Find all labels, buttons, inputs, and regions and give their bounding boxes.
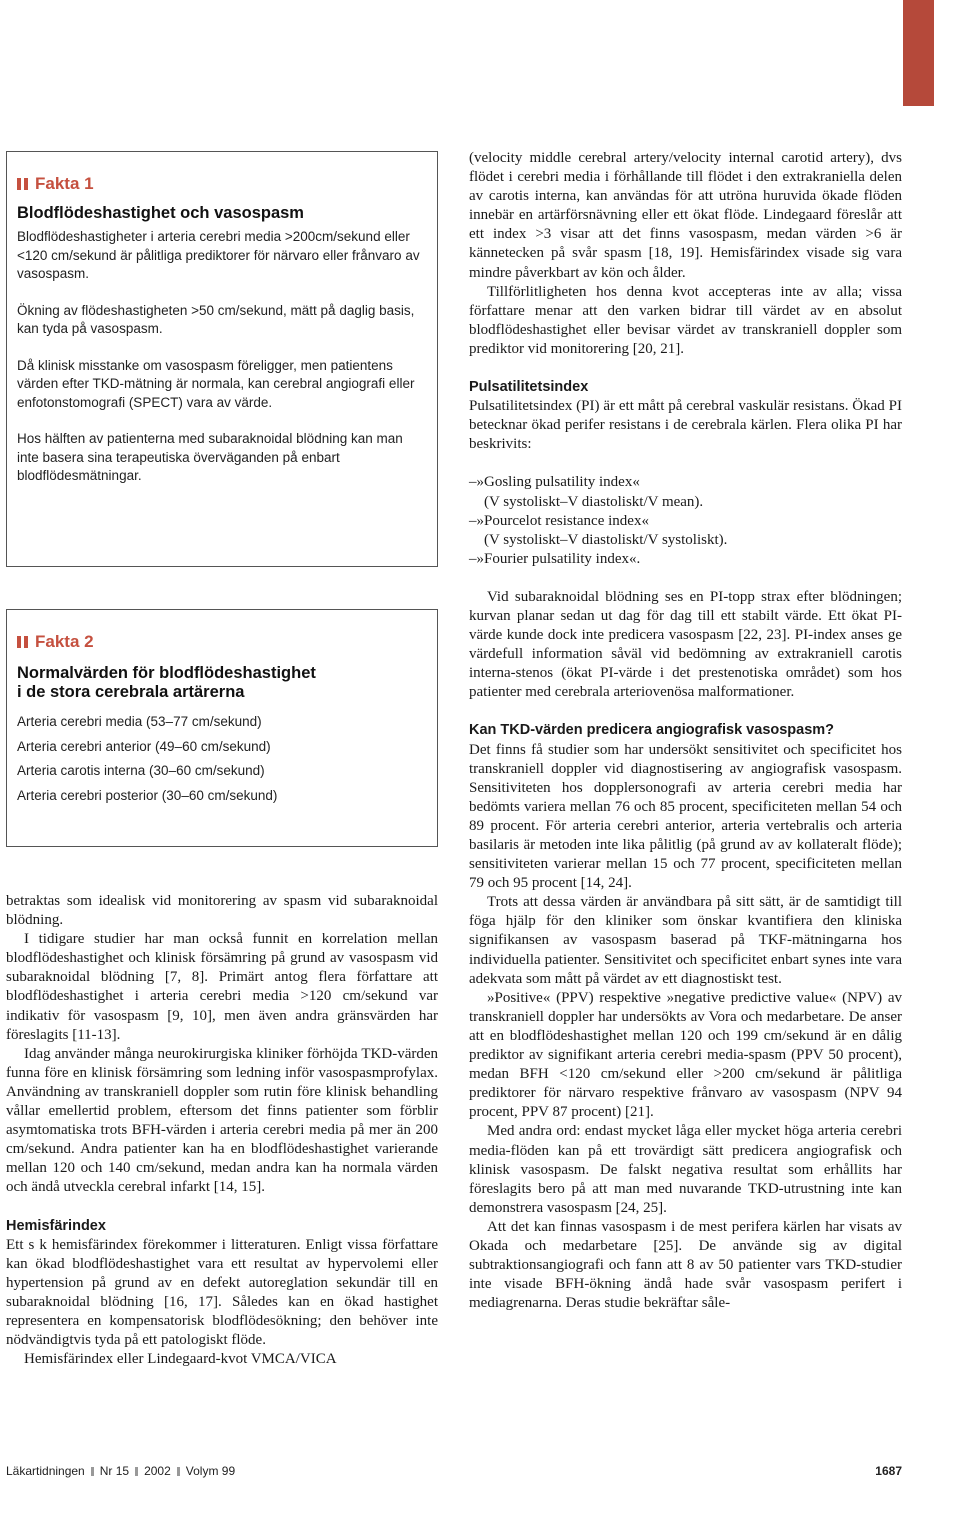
list-item: –»Pourcelot resistance index« — [469, 512, 649, 529]
red-accent-tab — [903, 0, 934, 106]
journal-name: Läkartidningen — [6, 1464, 85, 1478]
separator-icon — [135, 1467, 138, 1476]
body-paragraph: Vid subaraknoidal blödning ses en PI-topp strax efter blödningen; kurvan planar sedan ut dag för dag till ett stabilt värde. Ett ökat PI-värde kunde dock inte predicera vasospasm [22, 23]. PI-index anses ge värdefull information såväl vid bedömning av extrakraniell carotis interna-stenos (ökat PI-värde i det prestenotiska området) som hos patienter med cerebrala arteriovenösa malformationer. — [469, 588, 902, 701]
separator-icon — [91, 1467, 94, 1476]
fact-box-1-title: Blodflödeshastighet och vasospasm — [17, 204, 304, 222]
fact-box-2-title — [17, 664, 427, 702]
journal-info — [6, 1464, 235, 1478]
fact-box-2-title-line: i de stora cerebrala artärerna — [17, 683, 245, 701]
body-paragraph: Ett s k hemisfärindex förekommer i litteraturen. Enligt vissa författare kan ökad blodflödeshastighet vara ett resultat av hypervolemi eller hypertension på grund av en defekt autoreglation sekundär till en subaraknoidal blödning [16, 17]. Således kan en ökad hastighet representera en kompensatorisk blodflödesökning; den behöver inte nödvändigtvis tyda på ett patologiskt flöde. — [6, 1236, 438, 1349]
separator-icon — [177, 1467, 180, 1476]
list-item: –»Gosling pulsatility index« — [469, 474, 640, 491]
list-item: Arteria cerebri posterior (30–60 cm/sekund) — [17, 787, 278, 803]
body-paragraph: Med andra ord: endast mycket låga eller mycket höga arteria cerebri media-flöden kan på ett trovärdigt sätt predicera angiografisk och klinisk vasospasm. De falskt negativa resultat som erhållits har föreslagits bero på att man med nuvarande TKD-utrustning inte kan demonstrera vasospasm [24, 25]. — [469, 1123, 902, 1216]
section-heading-pulsatilitetsindex: Pulsatilitetsindex — [469, 379, 589, 396]
fact-paragraph: Blodflödeshastigheter i arteria cerebri media >200cm/sekund eller <120 cm/sekund är pålitliga prediktorer för närvaro eller frånvaro av vasospasm. — [17, 229, 420, 281]
fact-paragraph: Ökning av flödeshastigheten >50 cm/sekund, mätt på daglig basis, kan tyda på vasospasm. — [17, 302, 415, 336]
list-item: Arteria carotis interna (30–60 cm/sekund) — [17, 763, 265, 778]
pi-index-list — [469, 473, 902, 568]
fact-box-1 — [6, 151, 438, 567]
body-paragraph: I tidigare studier har man också funnit en korrelation mellan blodflödeshastighet och klinisk försämring på grund av vasospasm vid subaraknoidal blödning [7, 8]. Primärt antog flera författare att blodflödeshastighet i arteria cerebri media >120 cm/sekund var indikativ för vasospasm [9, 10], men även andra gränsvärden har föreslagits [11-13]. — [6, 931, 438, 1043]
body-paragraph: Att det kan finnas vasospasm i de mest perifera kärlen har visats av Okada och medarbetare [25]. De använde sig av digital subtraktionsangiografi och fann att 8 av 50 patienter vars TKD-studier inte visade BFH-ökning ändå hade svår vasospasm perifert i mediagrenarna. Deras studie bekräftar såle- — [469, 1218, 902, 1312]
fact-box-2-title-line: Normalvärden för blodflödeshastighet — [17, 664, 316, 682]
normal-values-list — [17, 710, 427, 808]
list-item: (V systoliskt–V diastoliskt/V mean). — [484, 493, 704, 510]
body-paragraph: Hemisfärindex eller Lindegaard-kvot VMCA/VICA — [24, 1351, 337, 1368]
body-paragraph: Tillförlitligheten hos denna kvot accepteras inte av alla; vissa författare menar att den varken bidrar till värdet av en absolut blodflödeshastighet eller bevisar värdet av transkraniell doppler som prediktor vid monitorering [20, 21]. — [469, 283, 902, 357]
body-paragraph: »Positive« (PPV) respektive »negative predictive value« (NPV) av transkraniell doppler har undersökts av Vora och medarbetare. De anser att en blodflödeshastighet mellan 120 och 199 cm/sekund är en dålig prediktor av signifikant arteria cerebri media-spasm (PPV 50 procent), medan BFH <120 cm/sekund eller >200 cm/sekund är pålitliga prediktorer för närvaro respektive frånvaro av vasospasm (NPV 94 procent, PPV 87 procent) [21]. — [469, 989, 902, 1121]
list-item: (V systoliskt–V diastoliskt/V systoliskt). — [484, 531, 728, 548]
list-item: Arteria cerebri media (53–77 cm/sekund) — [17, 714, 262, 729]
fact-paragraph: Hos hälften av patienterna med subaraknoidal blödning kan man inte basera sina terapeutiska överväganden på enbart blodflödesmätningar. — [17, 431, 403, 483]
right-body-column — [469, 149, 902, 1313]
fact-marker-icon — [24, 636, 28, 648]
fact-marker-icon — [24, 178, 28, 190]
body-paragraph: Det finns få studier som har undersökt sensitivitet och specificitet hos transkraniell doppler vid diagnostisering av angiografisk vasospasm. Sensitiviteten hos dopplersonografi av arteria cerebri media har bedömts variera mellan 76 och 85 procent, specificiteten mellan 54 och 89 procent. För arteria cerebri anterior, arteria vertebralis och arteria basilaris är metoden inte lika pålitlig (på grund av av kollateralt flöde); sensitiviteten varierar mellan 15 och 77 procent, specificiteten mellan 79 och 95 procent [14, 24]. — [469, 741, 902, 892]
left-body-column — [6, 892, 438, 1369]
fact-box-1-label-text: Fakta 1 — [35, 174, 94, 193]
fact-box-1-label — [17, 174, 427, 194]
fact-paragraph: Då klinisk misstanke om vasospasm föreligger, men patientens värden efter TKD-mätning är normala, kan cerebral angiografi eller enfotonstomografi (SPECT) vara av värde. — [17, 357, 415, 410]
body-paragraph: (velocity middle cerebral artery/velocity internal carotid artery), dvs flödet i cerebri media i förhållande till flödet i den extrakraniella delen av carotis interna, kan användas för att utröna huruvida ökade flöden innebär en artärförsnävning eller ett ökat flöde. Lindegaard föreslår att ett index >3 visar att det finns vasospasm, medan värden >6 är kännetecken på svår spasm [18, 19]. Hemisfärindex visade sig vara mindre påverkbart av kön och ålder. — [469, 150, 902, 281]
fact-box-2-label-text: Fakta 2 — [35, 632, 94, 651]
issue-number: Nr 15 — [99, 1464, 130, 1478]
fact-marker-icon — [17, 178, 21, 190]
fact-marker-icon — [17, 636, 21, 648]
body-paragraph: Idag använder många neurokirurgiska kliniker förhöjda TKD-värden funna före en klinisk försämring som ledning inför vasospasmprofylax. Användning av transkraniell doppler som rutin före klinisk behandling vållar emellertid problem, eftersom det finns patienter som förblir asymtomatiska trots BFH-värden i arteria cerebri media på mer än 200 cm/sekund. Andra patienter kan ha en blodflödeshastighet varierande mellan 120 och 140 cm/sekund, medan andra kan ha normala värden och ändå utveckla cerebral infarkt [14, 15]. — [6, 1045, 438, 1196]
volume-number: Volym 99 — [185, 1464, 236, 1478]
section-heading-tkd: Kan TKD-värden predicera angiografisk vasospasm? — [469, 722, 835, 739]
body-paragraph: Trots att dessa värden är användbara på sitt sätt, är de samtidigt till föga hjälp för den kliniker som önskar kvantifiera den kliniska signifikansen av vasospasm baserad på TKF-mätningarna hos individuella patienter. Sensitivitet och specificitet enbart synes inte vara adekvata som mått på värdet av ett diagnostiskt test. — [469, 894, 902, 987]
section-heading-hemisfarindex: Hemisfärindex — [6, 1217, 106, 1234]
list-item: Arteria cerebri anterior (49–60 cm/sekund) — [17, 738, 271, 754]
fact-box-2 — [6, 609, 438, 847]
issue-year: 2002 — [144, 1464, 171, 1478]
page-number: 1687 — [875, 1464, 902, 1478]
list-item: –»Fourier pulsatility index«. — [469, 550, 641, 567]
body-paragraph: Pulsatilitetsindex (PI) är ett mått på cerebral vaskulär resistans. Ökad PI betecknar ökad perifer resistans i de cerebrala kärlen. Flera olika PI har beskrivits: — [469, 398, 902, 453]
body-paragraph: betraktas som idealisk vid monitorering av spasm vid subaraknoidal blödning. — [6, 893, 438, 929]
fact-box-2-label — [17, 632, 427, 652]
